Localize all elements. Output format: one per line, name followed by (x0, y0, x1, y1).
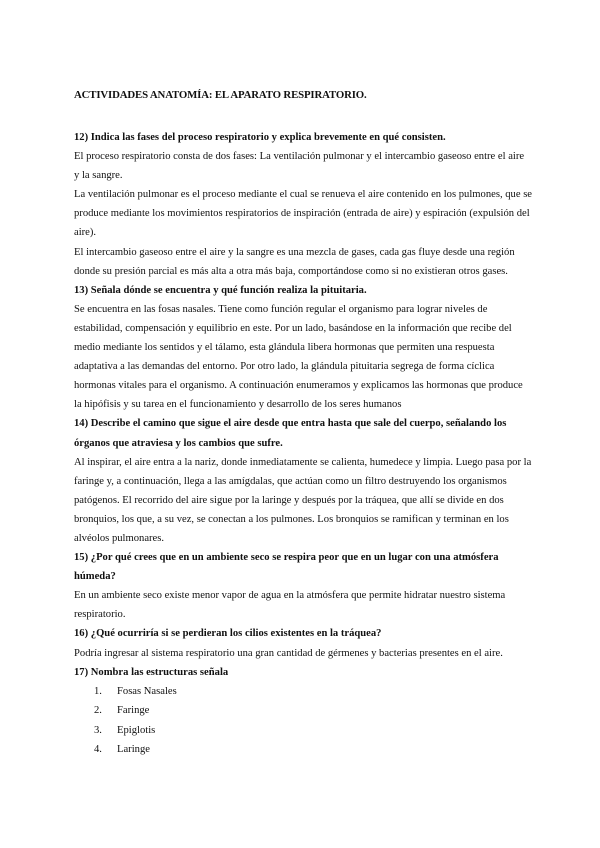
list-item (74, 721, 532, 741)
structures-list (74, 682, 532, 760)
answer-12-paragraph-2: La ventilación pulmonar es el proceso mediante el cual se renueva el aire contenido en los pulmones, que se produce mediante los movimientos respiratorios de inspiración (entrada de aire) y espiración (expulsión del aire). (74, 189, 533, 239)
list-item (74, 682, 532, 702)
list-item-number: 1. (94, 685, 102, 697)
list-item-text: Epiglotis (117, 724, 156, 736)
answer-15-paragraph-1: En un ambiente seco existe menor vapor de agua en la atmósfera que permite hidratar nuestro sistema respiratorio. (74, 590, 506, 621)
question-13: 13) Señala dónde se encuentra y qué función realiza la pituitaria. (74, 284, 367, 296)
question-16: 16) ¿Qué ocurriría si se perdieran los cilios existentes en la tráquea? (74, 628, 382, 640)
answer-12-paragraph-3: El intercambio gaseoso entre el aire y la sangre es una mezcla de gases, cada gas fluye desde una región donde su presión parcial es más alta a otra más baja, comportándose como si no existieran otros gases. (74, 246, 515, 277)
list-item (74, 701, 532, 721)
answer-13-paragraph-1: Se encuentra en las fosas nasales. Tiene como función regular el organismo para lograr niveles de estabilidad, compensación y equilibrio en este. Por un lado, basándose en la información que recibe del medio mediante los sentidos y el tálamo, esta glándula libera hormonas que permiten una respuesta adaptativa a las demandas del entorno. Por otro lado, la glándula pituitaria segrega de forma cíclica hormonas vitales para el organismo. A continuación enumeramos y explicamos las hormonas que produce la hipófisis y su tarea en el funcionamiento y desarrollo de los seres humanos (74, 303, 523, 411)
list-item-number: 3. (94, 724, 102, 736)
list-item-text: Faringe (117, 705, 150, 717)
answer-12-paragraph-1: El proceso respiratorio consta de dos fases: La ventilación pulmonar y el intercambio gaseoso entre el aire y la sangre. (74, 151, 525, 182)
document-body (74, 128, 532, 760)
question-12: 12) Indica las fases del proceso respiratorio y explica brevemente en qué consisten. (74, 132, 446, 143)
answer-16-paragraph-1: Podría ingresar al sistema respiratorio una gran cantidad de gérmenes y bacterias presentes en el aire. (74, 647, 503, 659)
list-item-text: Fosas Nasales (117, 685, 177, 697)
list-item-text: Laringe (117, 744, 150, 756)
document-title: ACTIVIDADES ANATOMÍA: EL APARATO RESPIRATORIO. (74, 89, 367, 101)
list-item-number: 2. (94, 705, 102, 717)
list-item-number: 4. (94, 744, 102, 756)
answer-14-paragraph-1: Al inspirar, el aire entra a la nariz, donde inmediatamente se calienta, humedece y limpia. Luego pasa por la faringe y, a continuación, llega a las amígdalas, que actúan como un filtro destruyendo los organismos patógenos. El recorrido del aire sigue por la laringe y después por la tráquea, que allí se divide en dos bronquios, los que, a su vez, se conectan a los pulmones. Los bronquios se ramifican y terminan en los alvéolos pulmonares. (74, 456, 532, 544)
question-14: 14) Describe el camino que sigue el aire desde que entra hasta que sale del cuerpo, señalando los órganos que atraviesa y los cambios que sufre. (74, 418, 507, 449)
question-17: 17) Nombra las estructuras señala (74, 666, 229, 678)
question-15: 15) ¿Por qué crees que en un ambiente seco se respira peor que en un lugar con una atmósfera húmeda? (74, 552, 499, 583)
list-item (74, 740, 532, 760)
